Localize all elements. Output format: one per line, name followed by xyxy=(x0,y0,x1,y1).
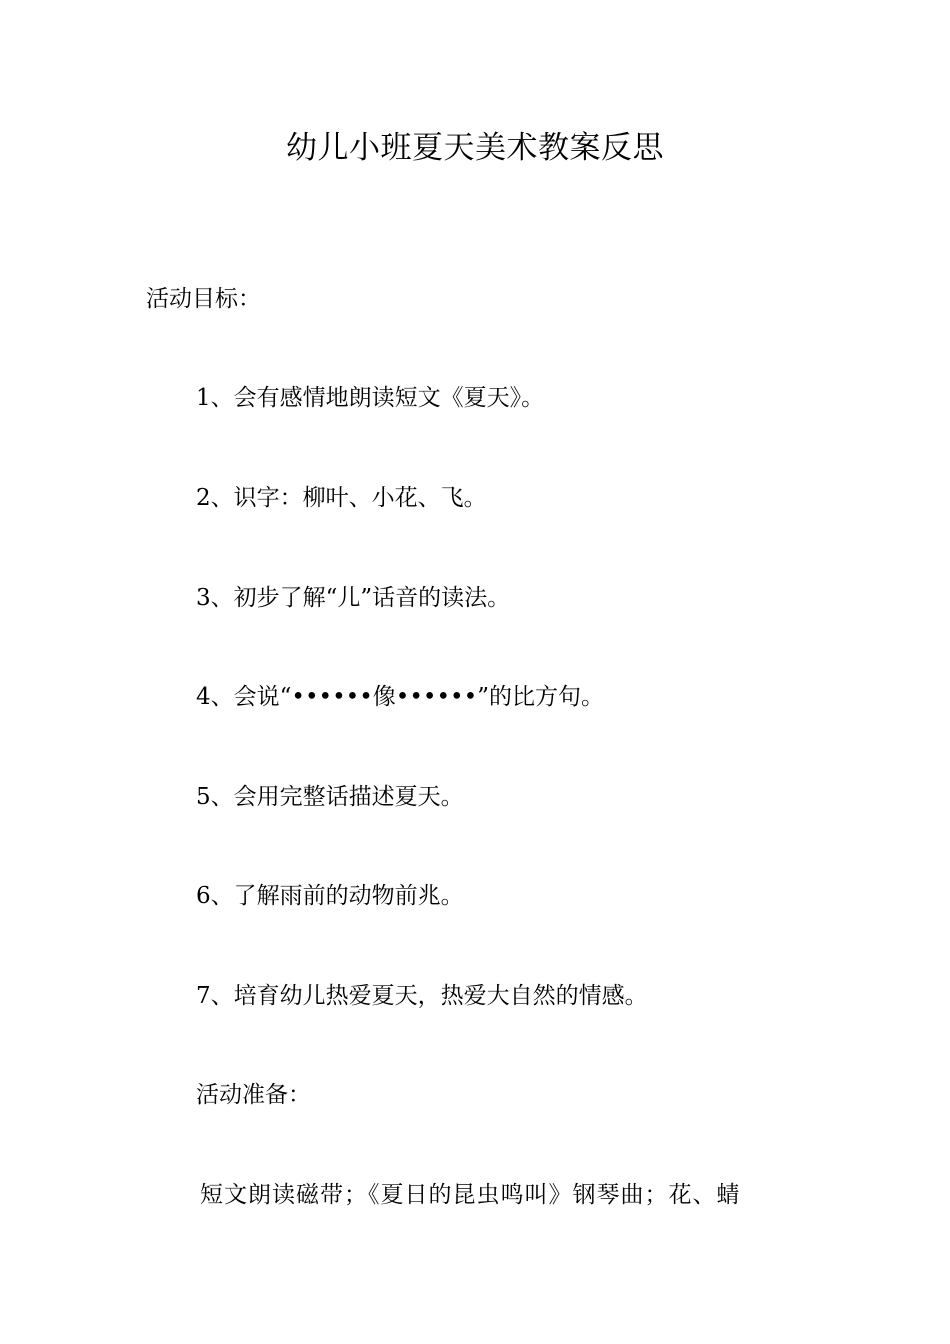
goal-item-6: 6、了解雨前的动物前兆。 xyxy=(196,883,464,909)
goal-item-4: 4、会说“••••••像••••••”的比方句。 xyxy=(196,684,604,710)
goal-item-2: 2、识字：柳叶、小花、飞。 xyxy=(196,485,487,511)
goal-item-1: 1、会有感情地朗读短文《夏天》。 xyxy=(196,385,545,411)
goal-item-3: 3、初步了解“儿”话音的读法。 xyxy=(196,585,511,611)
section-heading-goals: 活动目标： xyxy=(146,286,261,312)
section-heading-preparation: 活动准备： xyxy=(196,1082,311,1108)
document-title: 幼儿小班夏天美术教案反思 xyxy=(286,130,664,166)
goal-item-7: 7、培育幼儿热爱夏天，热爱大自然的情感。 xyxy=(196,983,648,1009)
goal-item-5: 5、会用完整话描述夏天。 xyxy=(196,784,464,810)
preparation-paragraph: 短文朗读磁带；《夏日的昆虫鸣叫》钢琴曲；花、蜻 xyxy=(200,1182,741,1208)
